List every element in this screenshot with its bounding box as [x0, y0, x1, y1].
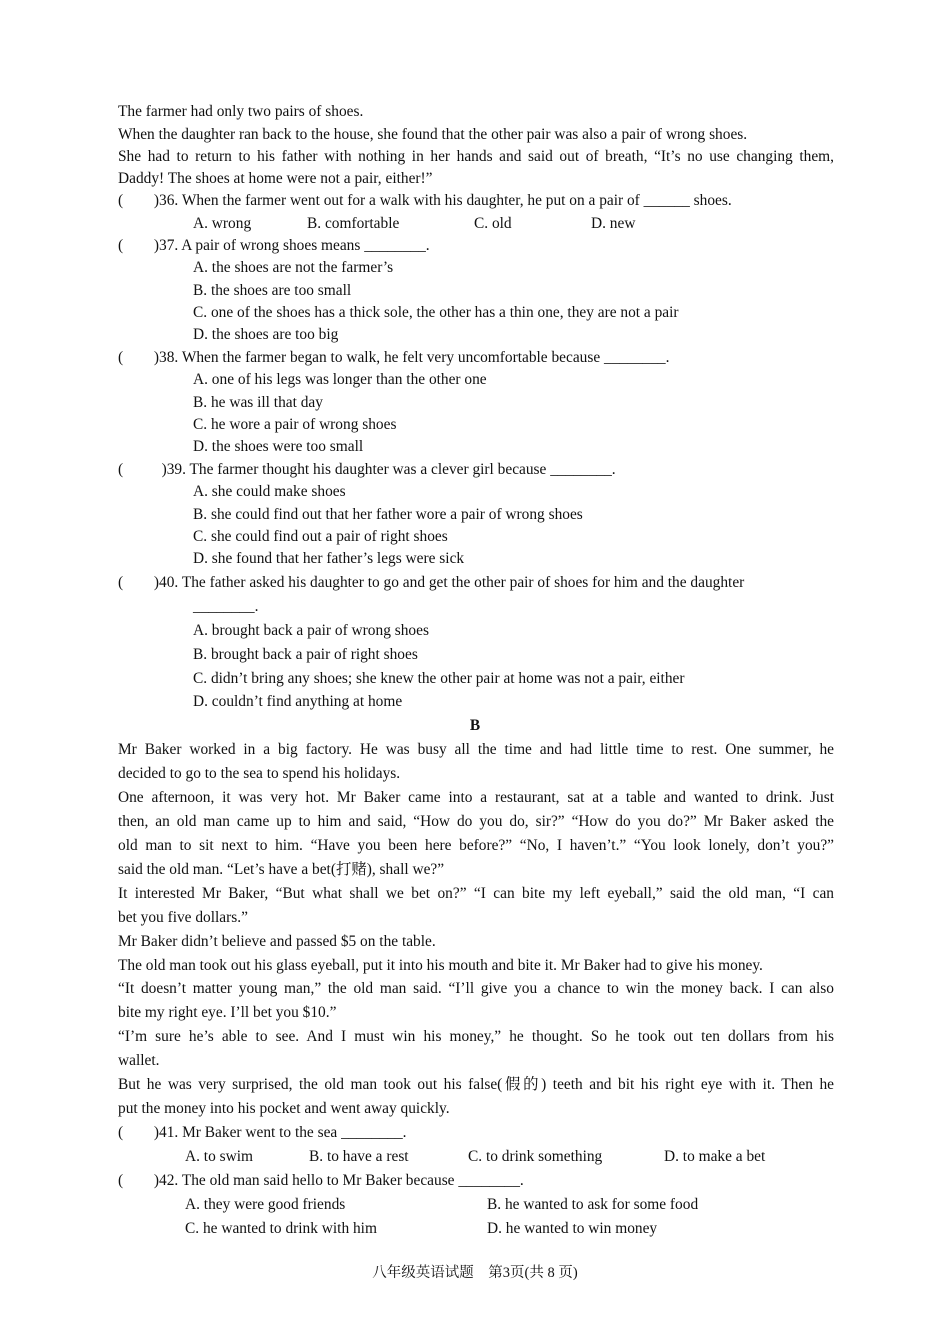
q42-option-a: A. they were good friends [185, 1196, 346, 1213]
passage-b-line: But he was very surprised, the old man took out his false(假的) teeth and bit his right eye with it. Then he [118, 1076, 834, 1093]
q42-option-c: C. he wanted to drink with him [185, 1220, 377, 1237]
passage-b-line: wallet. [118, 1052, 160, 1069]
q37-option-d: D. the shoes are too big [193, 326, 339, 343]
q36-option-c: C. old [474, 215, 512, 232]
q38-option-c: C. he wore a pair of wrong shoes [193, 416, 397, 433]
q39-option-c: C. she could find out a pair of right shoes [193, 528, 448, 545]
question-36-stem: ( )36. When the farmer went out for a walk with his daughter, he put on a pair of ______ shoes. [118, 192, 732, 209]
passage-b-line: old man to sit next to him. “Have you been here before?” “No, I haven’t.” “You look lonely, don’t you?” [118, 837, 834, 854]
q36-option-d: D. new [591, 215, 636, 232]
q37-option-b: B. the shoes are too small [193, 282, 352, 299]
q39-option-a: A. she could make shoes [193, 483, 346, 500]
passage-b-line: One afternoon, it was very hot. Mr Baker came into a restaurant, sat at a table and wanted to drink. Just [118, 789, 834, 806]
question-40-stem: ( )40. The father asked his daughter to go and get the other pair of shoes for him and the daughter [118, 574, 745, 591]
q37-option-c: C. one of the shoes has a thick sole, the other has a thin one, they are not a pair [193, 304, 679, 321]
q40-option-a: A. brought back a pair of wrong shoes [193, 622, 429, 639]
q41-option-a: A. to swim [185, 1148, 253, 1165]
q37-option-a: A. the shoes are not the farmer’s [193, 259, 394, 276]
passage-b-line: decided to go to the sea to spend his holidays. [118, 765, 401, 782]
passage-b-line: It interested Mr Baker, “But what shall we bet on?” “I can bite my left eyeball,” said the old man, “I can [118, 885, 834, 902]
q41-option-d: D. to make a bet [664, 1148, 766, 1165]
q38-option-b: B. he was ill that day [193, 394, 323, 411]
passage-b-line: put the money into his pocket and went away quickly. [118, 1100, 450, 1117]
section-b-heading: B [469, 717, 481, 734]
q36-option-a: A. wrong [193, 215, 252, 232]
q39-option-b: B. she could find out that her father wore a pair of wrong shoes [193, 506, 583, 523]
question-42-stem: ( )42. The old man said hello to Mr Baker because ________. [118, 1172, 524, 1189]
passage-a-line: She had to return to his father with nothing in her hands and said out of breath, “It’s no use changing them, [118, 148, 834, 165]
q40-option-d: D. couldn’t find anything at home [193, 693, 403, 710]
q40-option-b: B. brought back a pair of right shoes [193, 646, 418, 663]
passage-b-line: bet you five dollars.” [118, 909, 248, 926]
q39-option-d: D. she found that her father’s legs were sick [193, 550, 465, 567]
q42-option-d: D. he wanted to win money [487, 1220, 658, 1237]
q38-option-a: A. one of his legs was longer than the other one [193, 371, 487, 388]
q41-option-c: C. to drink something [468, 1148, 603, 1165]
passage-b-line: “I’m sure he’s able to see. And I must win his money,” he thought. So he took out ten dollars from his [118, 1028, 834, 1045]
passage-a-line: When the daughter ran back to the house, she found that the other pair was also a pair of wrong shoes. [118, 126, 748, 143]
q41-option-b: B. to have a rest [309, 1148, 409, 1165]
question-37-stem: ( )37. A pair of wrong shoes means ________. [118, 237, 430, 254]
passage-b-line: Mr Baker worked in a big factory. He was busy all the time and had little time to rest. One summer, he [118, 741, 834, 758]
page-footer: 八年级英语试题 第3页(共 8 页) [372, 1265, 578, 1281]
passage-b-line: Mr Baker didn’t believe and passed $5 on the table. [118, 933, 436, 950]
passage-b-line: said the old man. “Let’s have a bet(打赌), shall we?” [118, 861, 445, 878]
q40-option-c: C. didn’t bring any shoes; she knew the other pair at home was not a pair, either [193, 670, 685, 687]
question-38-stem: ( )38. When the farmer began to walk, he felt very uncomfortable because ________. [118, 349, 670, 366]
question-40-stem-cont: ________. [193, 598, 259, 615]
passage-b-line: then, an old man came up to him and said, “How do you do, sir?” “How do you do?” Mr Baker asked the [118, 813, 834, 830]
q38-option-d: D. the shoes were too small [193, 438, 364, 455]
passage-b-line: “It doesn’t matter young man,” the old man said. “I’ll give you a chance to win the money back. I can also [118, 980, 834, 997]
passage-a-line: The farmer had only two pairs of shoes. [118, 103, 364, 120]
passage-b-line: The old man took out his glass eyeball, put it into his mouth and bite it. Mr Baker had to give his money. [118, 957, 763, 974]
q36-option-b: B. comfortable [307, 215, 400, 232]
question-41-stem: ( )41. Mr Baker went to the sea ________. [118, 1124, 407, 1141]
passage-a-line: Daddy! The shoes at home were not a pair, either!” [118, 170, 433, 187]
question-39-stem: ( )39. The farmer thought his daughter was a clever girl because ________. [118, 461, 616, 478]
q42-option-b: B. he wanted to ask for some food [487, 1196, 699, 1213]
passage-b-line: bite my right eye. I’ll bet you $10.” [118, 1004, 337, 1021]
